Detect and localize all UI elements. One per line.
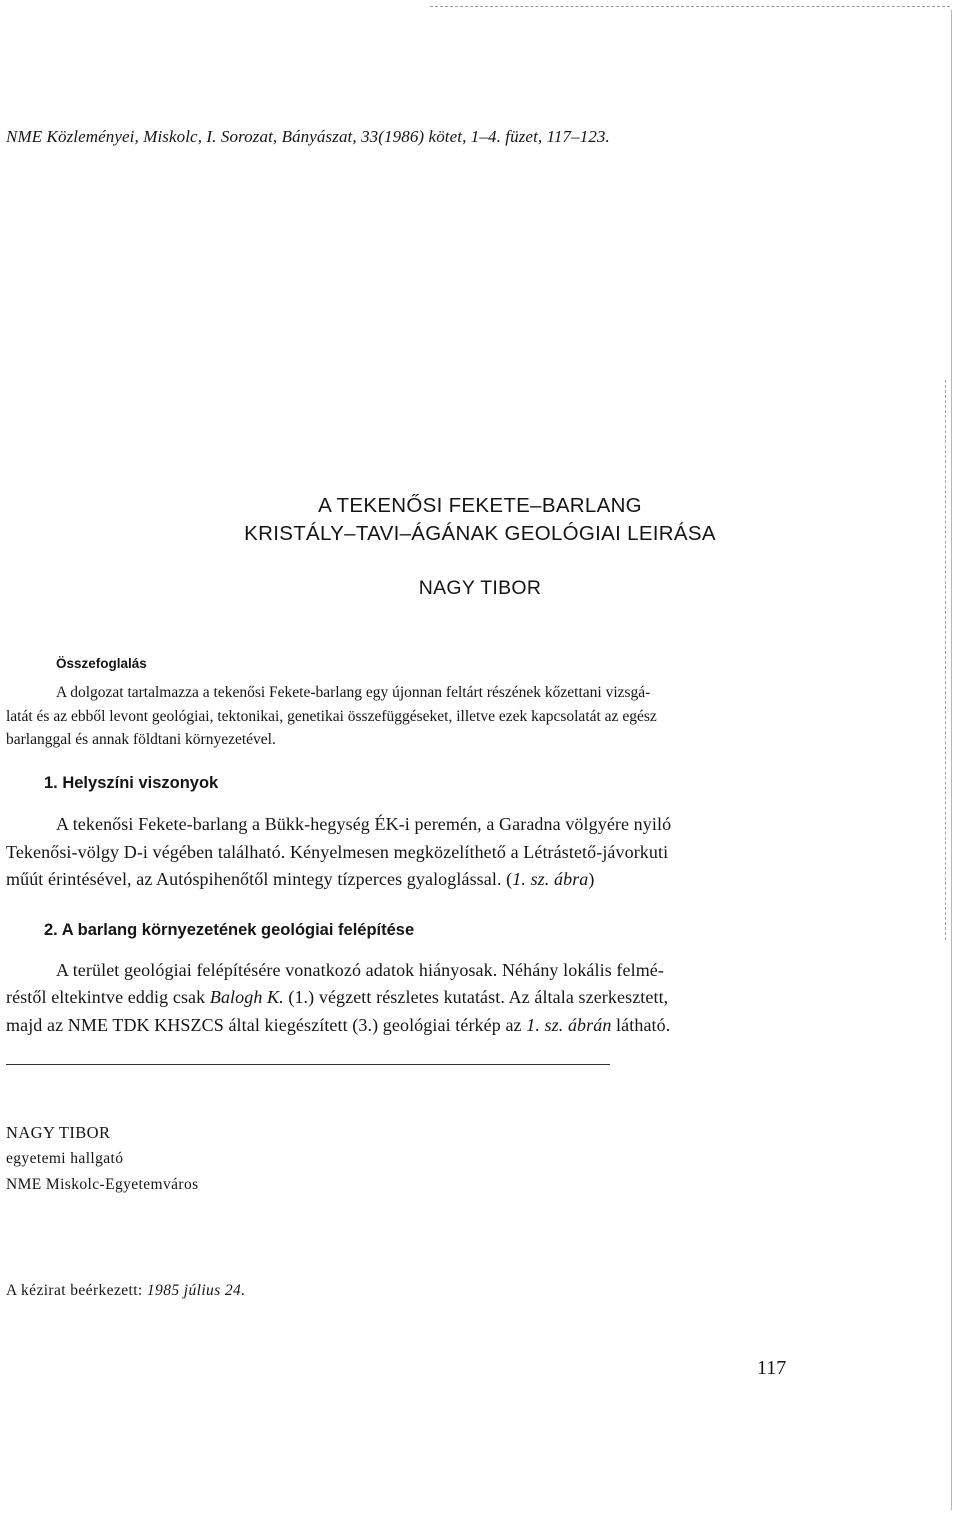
footnote-author-name: NAGY TIBOR xyxy=(6,1123,111,1142)
scan-edge-right xyxy=(951,10,952,1510)
footnote-author-role: egyetemi hallgató xyxy=(6,1150,124,1167)
section-2-heading: 2. A barlang környezetének geológiai felépítése xyxy=(44,921,415,939)
manuscript-received xyxy=(6,1282,245,1300)
received-date: 1985 július 24. xyxy=(146,1282,246,1299)
section-2-line-2 xyxy=(6,987,668,1008)
abstract-line-3: barlanggal és annak földtani környezetével. xyxy=(6,731,276,748)
author-name: NAGY TIBOR xyxy=(418,577,542,599)
section-2-line-3-end: látható. xyxy=(611,1015,671,1035)
section-1-line-3-end: ) xyxy=(588,869,595,889)
figure-reference-2: 1. sz. ábrán xyxy=(526,1015,612,1035)
abstract-heading: Összefoglalás xyxy=(56,656,147,671)
section-2-line-1: A terület geológiai felépítésére vonatkozó adatok hiányosak. Néhány lokális felmé- xyxy=(56,960,664,980)
cited-author: Balogh K. xyxy=(209,987,284,1007)
title-line-2: KRISTÁLY–TAVI–ÁGÁNAK GEOLÓGIAI LEIRÁSA xyxy=(244,522,716,545)
figure-reference: 1. sz. ábra xyxy=(512,869,589,889)
footnote-divider xyxy=(6,1064,610,1065)
abstract-line-1: A dolgozat tartalmazza a tekenősi Fekete-barlang egy újonnan feltárt részének kőzettani vizsgá- xyxy=(56,684,651,701)
footnote-author-place: NME Miskolc-Egyetemváros xyxy=(6,1176,199,1193)
section-2-line-3-text: majd az NME TDK KHSZCS által kiegészített (3.) geológiai térkép az xyxy=(6,1015,527,1035)
section-1-line-2: Tekenősi-völgy D-i végében található. Kényelmesen megközelíthető a Létrástető-jávorkuti xyxy=(6,842,669,862)
section-2-line-2-rest: (1.) végzett részletes kutatást. Az általa szerkesztett, xyxy=(283,987,669,1007)
section-1-line-1: A tekenősi Fekete-barlang a Bükk-hegység ÉK-i peremén, a Garadna völgyére nyiló xyxy=(56,814,672,834)
section-2-line-2-text: réstől eltekintve eddig csak xyxy=(6,987,210,1007)
received-label: A kézirat beérkezett: xyxy=(6,1282,147,1299)
section-2-line-3 xyxy=(6,1015,670,1036)
section-1-heading: 1. Helyszíni viszonyok xyxy=(44,774,219,792)
abstract-line-2: latát és az ebből levont geológiai, tektonikai, genetikai összefüggéseket, illetve ezek kapcsolatát az egész xyxy=(6,708,657,725)
title-line-1: A TEKENŐSI FEKETE–BARLANG xyxy=(318,494,642,517)
page-number: 117 xyxy=(757,1357,787,1379)
section-1-line-3 xyxy=(6,869,595,890)
journal-header: NME Közleményei, Miskolc, I. Sorozat, Bányászat, 33(1986) kötet, 1–4. füzet, 117–123. xyxy=(6,127,610,146)
scan-edge-top xyxy=(430,6,950,7)
section-1-line-3-text: műút érintésével, az Autóspihenőtől mintegy tízperces gyaloglással. ( xyxy=(6,869,513,889)
scan-edge-right-inner xyxy=(945,380,946,940)
